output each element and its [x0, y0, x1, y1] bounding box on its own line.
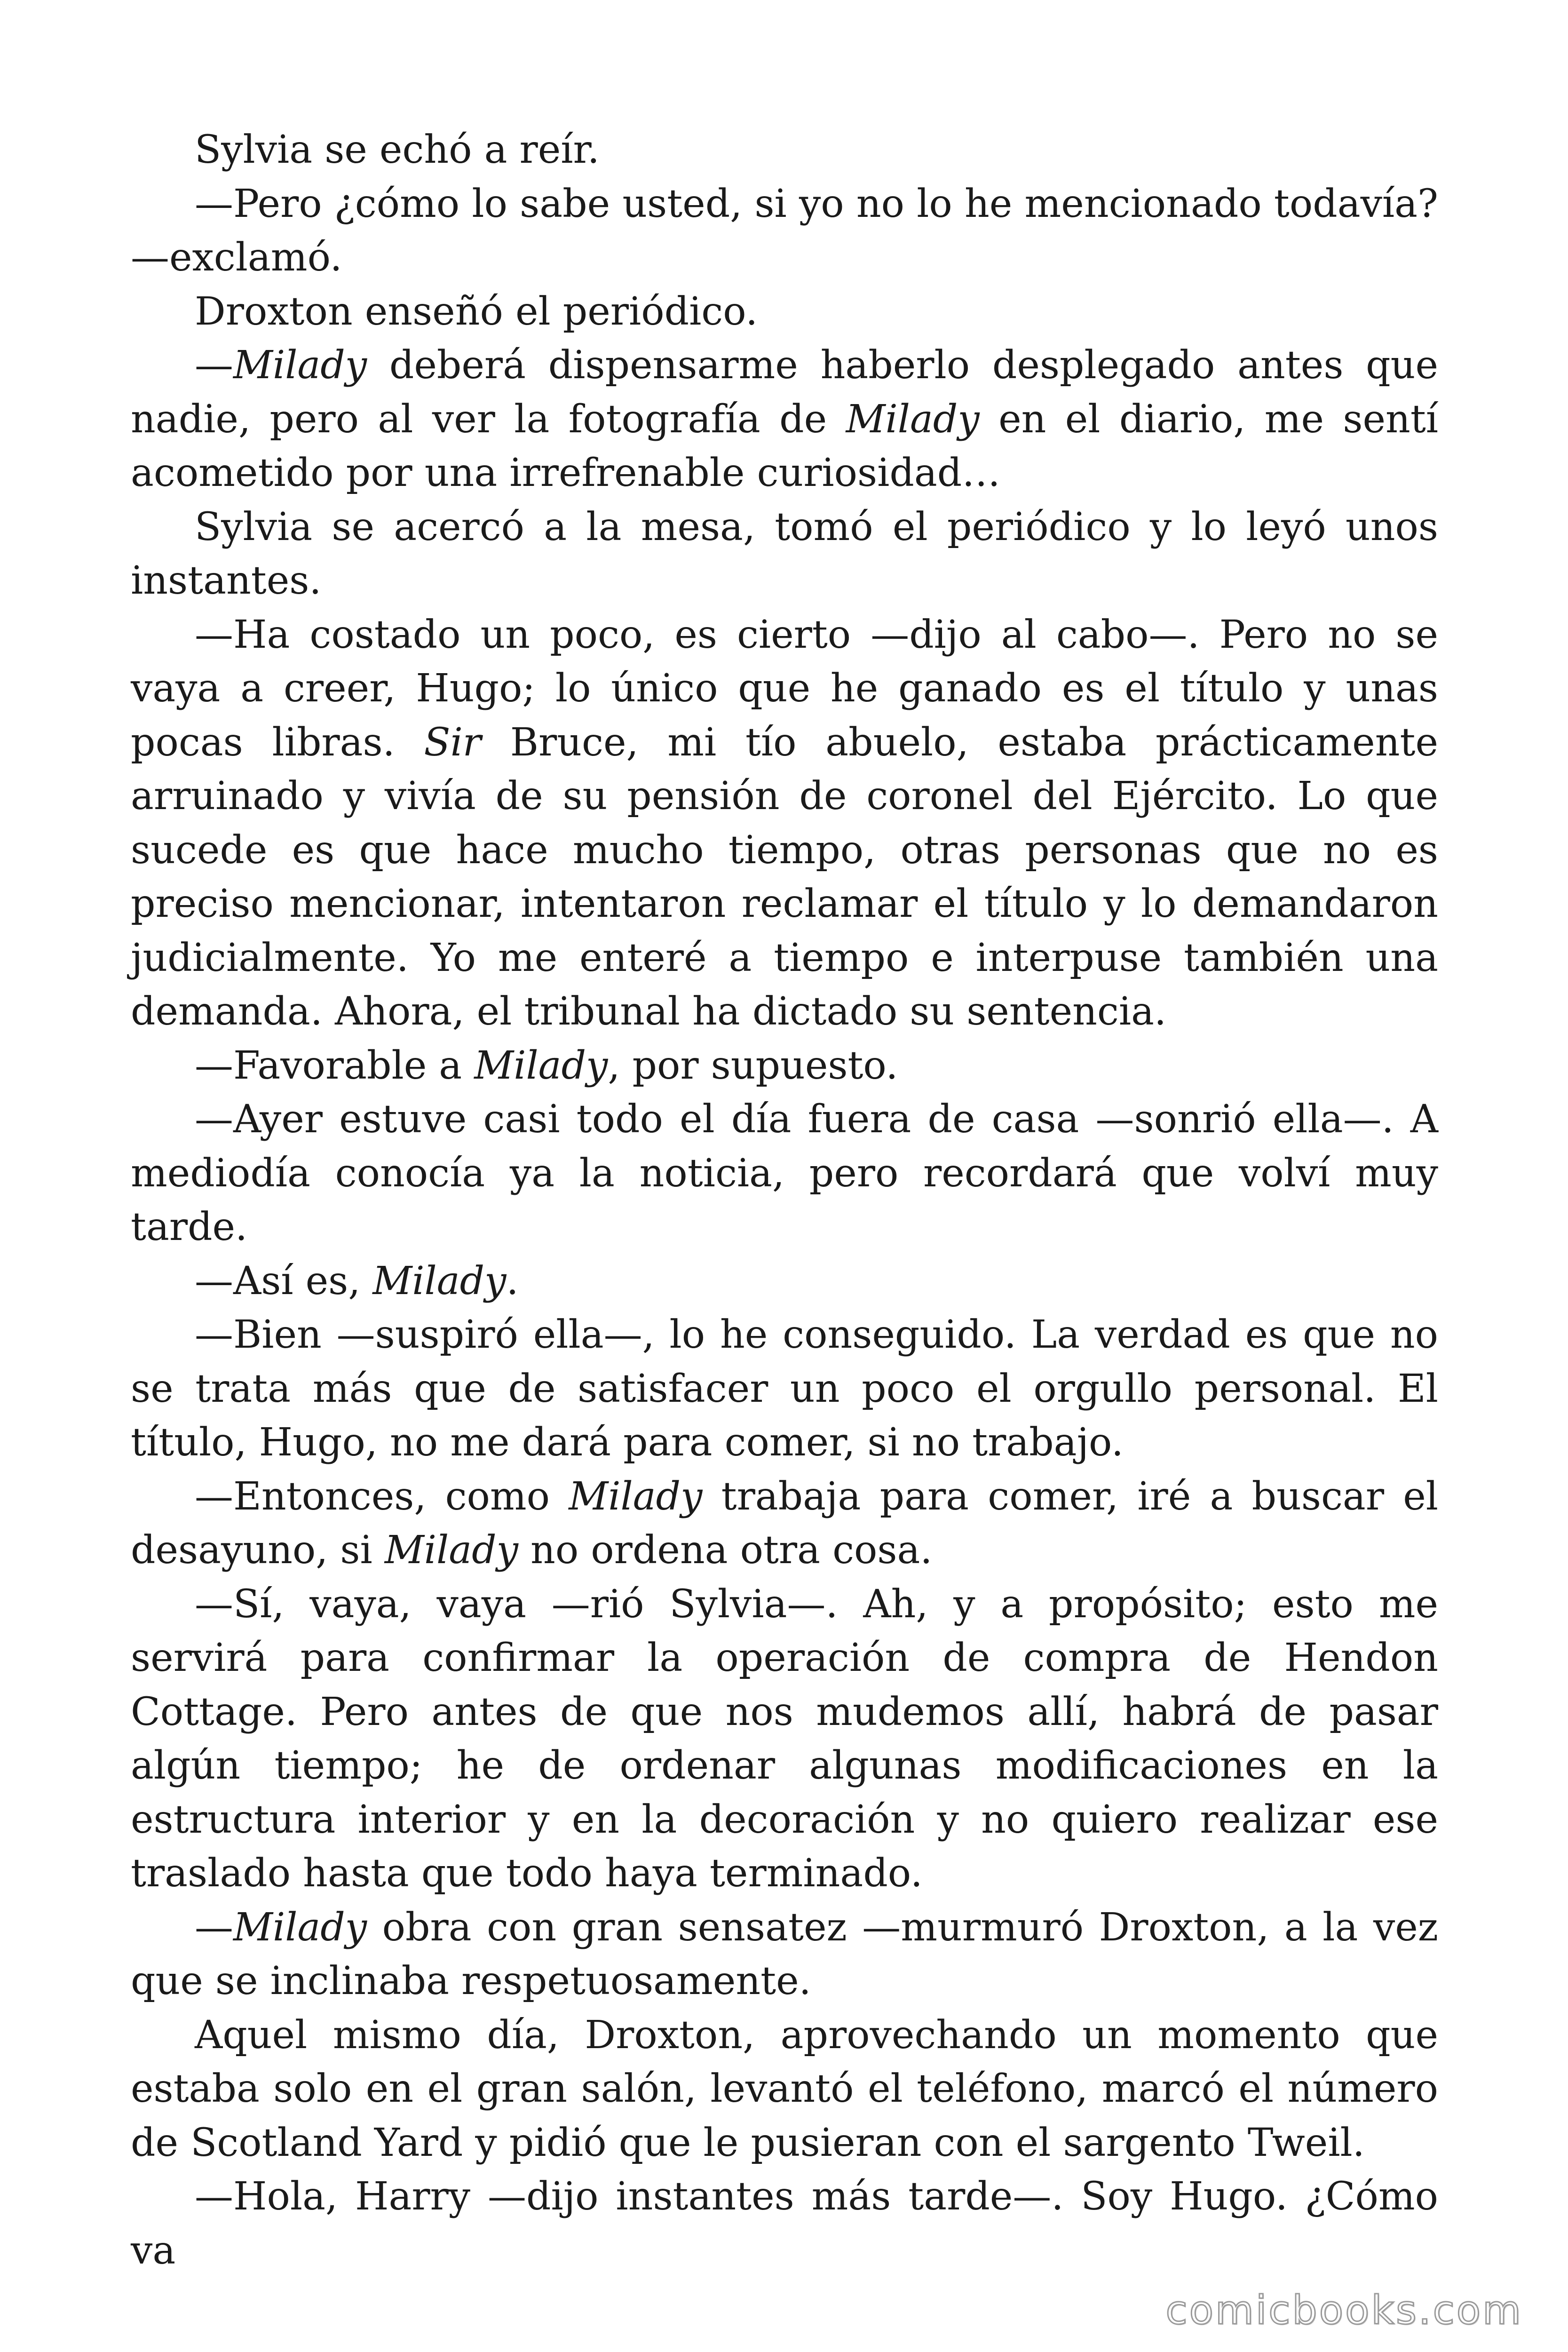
text-run: Bruce, mi tío abuelo, estaba prácticamente arruinado y vivía de su pensión de coronel del Ejército. Lo que sucede es que hace mucho tiempo, otras personas que no es preciso mencionar, intentaron reclamar el título y lo demandaron judicialmente. Yo me enteré a tiempo e interpuse también una demanda. Ahora, el tribunal ha dictado su sentencia. [131, 720, 1438, 1034]
paragraph [131, 285, 1438, 339]
paragraph [131, 501, 1438, 608]
text-run: —Ha costado un poco, es cierto —dijo al cabo—. Pero no se vaya a creer, Hugo; lo único que he ganado es el título y unas pocas libras. [131, 612, 1438, 765]
text-run: Aquel mismo día, Droxton, aprovechando un momento que estaba solo en el gran salón, levantó el teléfono, marcó el número de Scotland Yard y pidió que le pusieran con el sargento Tweil. [131, 2012, 1438, 2165]
body-text [131, 123, 1438, 2278]
paragraph [131, 2170, 1438, 2278]
text-run: obra con gran sensatez —murmuró Droxton, a la vez que se inclinaba respetuosamente. [131, 1905, 1438, 2003]
italic-text: Milady [569, 1474, 703, 1519]
text-run: deberá dispensarme haberlo desplegado antes que nadie, pero al ver la fotografía de [131, 343, 1438, 442]
text-run: , por supuesto. [608, 1043, 898, 1088]
paragraph [131, 1308, 1438, 1470]
paragraph [131, 1039, 1438, 1093]
italic-text: Milady [233, 1905, 367, 1950]
paragraph [131, 177, 1438, 285]
italic-text: Milady [474, 1043, 608, 1088]
paragraph [131, 1901, 1438, 2009]
italic-text: Milady [846, 397, 980, 442]
paragraph [131, 1470, 1438, 1578]
paragraph [131, 2009, 1438, 2170]
text-run: Droxton enseñó el periódico. [195, 289, 758, 334]
text-run: — [195, 1905, 233, 1950]
paragraph [131, 608, 1438, 1039]
text-run: — [195, 343, 233, 388]
text-run: —Favorable a [195, 1043, 475, 1088]
italic-text: Milady [372, 1258, 507, 1303]
text-run: —Hola, Harry —dijo instantes más tarde—. Soy Hugo. ¿Cómo va [131, 2174, 1438, 2273]
text-run: —Sí, vaya, vaya —rió Sylvia—. Ah, y a propósito; esto me servirá para confirmar la operación de compra de Hendon Cottage. Pero antes de que nos mudemos allí, habrá de pasar algún tiempo; he de ordenar algunas modificaciones en la estructura interior y en la decoración y no quiero realizar ese traslado hasta que todo haya terminado. [131, 1581, 1438, 1896]
text-run: Sylvia se echó a reír. [195, 127, 600, 172]
paragraph [131, 339, 1438, 501]
text-run: . [506, 1258, 519, 1303]
text-run: no ordena otra cosa. [518, 1528, 933, 1573]
text-run: en el diario, me sentí acometido por una irrefrenable curiosidad… [131, 397, 1438, 495]
italic-text: Milady [384, 1528, 518, 1573]
italic-text: Milady [233, 343, 367, 388]
text-run: trabaja para comer, iré a buscar el desayuno, si [131, 1474, 1438, 1573]
italic-text: Sir [424, 720, 482, 765]
text-run: —Entonces, como [195, 1474, 569, 1519]
text-run: —Ayer estuve casi todo el día fuera de casa —sonrió ella—. A mediodía conocía ya la noticia, pero recordará que volví muy tarde. [131, 1097, 1438, 1249]
paragraph [131, 1093, 1438, 1255]
text-run: —Pero ¿cómo lo sabe usted, si yo no lo he mencionado todavía? —exclamó. [131, 181, 1438, 280]
text-run: —Bien —suspiró ella—, lo he conseguido. La verdad es que no se trata más que de satisfacer un poco el orgullo personal. El título, Hugo, no me dará para comer, si no trabajo. [131, 1312, 1438, 1465]
text-run: —Así es, [195, 1258, 373, 1303]
paragraph [131, 1578, 1438, 1901]
paragraph [131, 1255, 1438, 1309]
paragraph [131, 123, 1438, 177]
text-run: Sylvia se acercó a la mesa, tomó el periódico y lo leyó unos instantes. [131, 504, 1438, 603]
site-watermark: comicbooks.com [1165, 2287, 1523, 2333]
